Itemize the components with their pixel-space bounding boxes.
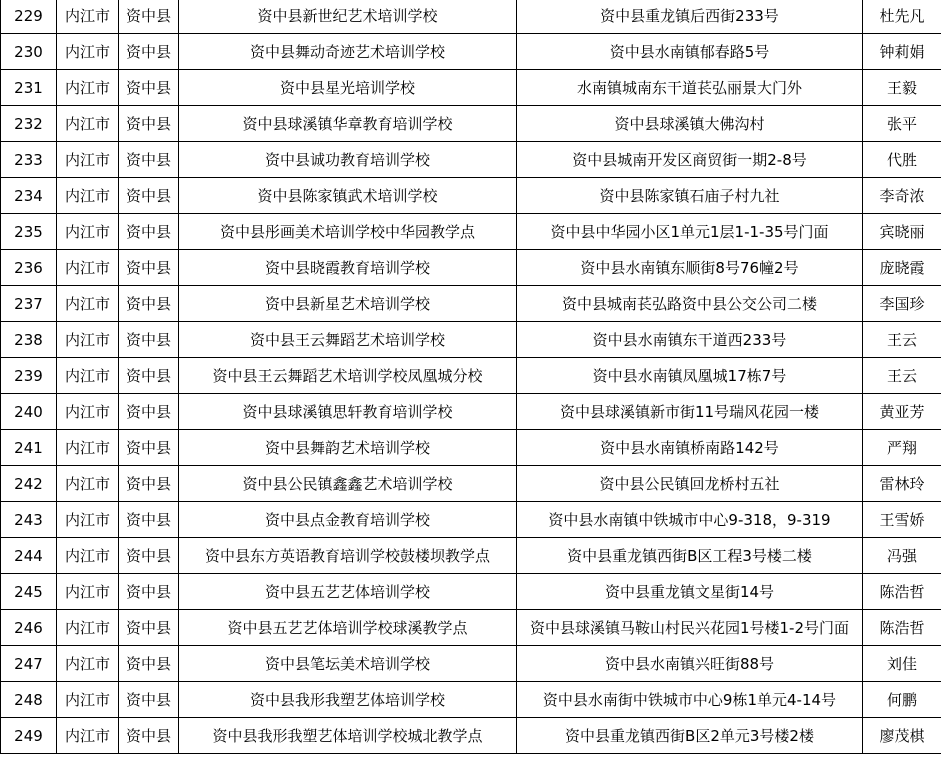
school-name-cell: 资中县舞韵艺术培训学校 [179, 430, 517, 466]
contact-person-cell: 黄亚芳 [863, 394, 941, 430]
city-cell: 内江市 [57, 394, 119, 430]
county-cell: 资中县 [119, 250, 179, 286]
county-cell: 资中县 [119, 214, 179, 250]
address-cell: 水南镇城南东干道苌弘丽景大门外 [517, 70, 863, 106]
address-cell: 资中县重龙镇后西街233号 [517, 0, 863, 34]
city-cell: 内江市 [57, 682, 119, 718]
address-cell: 资中县水南镇桥南路142号 [517, 430, 863, 466]
county-cell: 资中县 [119, 358, 179, 394]
address-cell: 资中县城南苌弘路资中县公交公司二楼 [517, 286, 863, 322]
school-name-cell: 资中县球溪镇华章教育培训学校 [179, 106, 517, 142]
row-number-cell: 234 [1, 178, 57, 214]
contact-person-cell: 陈浩哲 [863, 610, 941, 646]
city-cell: 内江市 [57, 106, 119, 142]
school-name-cell: 资中县我形我塑艺体培训学校城北教学点 [179, 718, 517, 754]
address-cell: 资中县水南镇东顺街8号76幢2号 [517, 250, 863, 286]
table-row [1, 574, 941, 610]
contact-person-cell: 钟莉娟 [863, 34, 941, 70]
county-cell: 资中县 [119, 718, 179, 754]
county-cell: 资中县 [119, 502, 179, 538]
contact-person-cell: 陈浩哲 [863, 574, 941, 610]
city-cell: 内江市 [57, 430, 119, 466]
city-cell: 内江市 [57, 502, 119, 538]
school-name-cell: 资中县新星艺术培训学校 [179, 286, 517, 322]
city-cell: 内江市 [57, 250, 119, 286]
table-row [1, 286, 941, 322]
school-name-cell: 资中县笔坛美术培训学校 [179, 646, 517, 682]
school-name-cell: 资中县彤画美术培训学校中华园教学点 [179, 214, 517, 250]
school-name-cell: 资中县星光培训学校 [179, 70, 517, 106]
school-name-cell: 资中县新世纪艺术培训学校 [179, 0, 517, 34]
city-cell: 内江市 [57, 70, 119, 106]
school-name-cell: 资中县公民镇鑫鑫艺术培训学校 [179, 466, 517, 502]
county-cell: 资中县 [119, 286, 179, 322]
contact-person-cell: 宾晓丽 [863, 214, 941, 250]
county-cell: 资中县 [119, 394, 179, 430]
row-number-cell: 243 [1, 502, 57, 538]
row-number-cell: 240 [1, 394, 57, 430]
county-cell: 资中县 [119, 178, 179, 214]
contact-person-cell: 张平 [863, 106, 941, 142]
address-cell: 资中县球溪镇新市街11号瑞风花园一楼 [517, 394, 863, 430]
school-table-body [1, 0, 941, 754]
table-row [1, 646, 941, 682]
row-number-cell: 232 [1, 106, 57, 142]
county-cell: 资中县 [119, 466, 179, 502]
contact-person-cell: 严翔 [863, 430, 941, 466]
table-row [1, 34, 941, 70]
county-cell: 资中县 [119, 538, 179, 574]
address-cell: 资中县水南街中铁城市中心9栋1单元4-14号 [517, 682, 863, 718]
county-cell: 资中县 [119, 682, 179, 718]
contact-person-cell: 李奇浓 [863, 178, 941, 214]
city-cell: 内江市 [57, 718, 119, 754]
county-cell: 资中县 [119, 34, 179, 70]
row-number-cell: 236 [1, 250, 57, 286]
table-row [1, 322, 941, 358]
county-cell: 资中县 [119, 0, 179, 34]
city-cell: 内江市 [57, 0, 119, 34]
row-number-cell: 244 [1, 538, 57, 574]
school-name-cell: 资中县五艺艺体培训学校 [179, 574, 517, 610]
row-number-cell: 235 [1, 214, 57, 250]
table-row [1, 358, 941, 394]
city-cell: 内江市 [57, 466, 119, 502]
county-cell: 资中县 [119, 106, 179, 142]
row-number-cell: 249 [1, 718, 57, 754]
table-row [1, 142, 941, 178]
row-number-cell: 239 [1, 358, 57, 394]
contact-person-cell: 王云 [863, 322, 941, 358]
row-number-cell: 248 [1, 682, 57, 718]
contact-person-cell: 代胜 [863, 142, 941, 178]
contact-person-cell: 王毅 [863, 70, 941, 106]
address-cell: 资中县球溪镇马鞍山村民兴花园1号楼1-2号门面 [517, 610, 863, 646]
city-cell: 内江市 [57, 178, 119, 214]
address-cell: 资中县公民镇回龙桥村五社 [517, 466, 863, 502]
contact-person-cell: 王雪娇 [863, 502, 941, 538]
address-cell: 资中县中华园小区1单元1层1-1-35号门面 [517, 214, 863, 250]
school-name-cell: 资中县球溪镇思轩教育培训学校 [179, 394, 517, 430]
contact-person-cell: 廖茂棋 [863, 718, 941, 754]
city-cell: 内江市 [57, 538, 119, 574]
contact-person-cell: 刘佳 [863, 646, 941, 682]
address-cell: 资中县重龙镇西街B区工程3号楼二楼 [517, 538, 863, 574]
contact-person-cell: 王云 [863, 358, 941, 394]
school-name-cell: 资中县晓霞教育培训学校 [179, 250, 517, 286]
school-name-cell: 资中县诚功教育培训学校 [179, 142, 517, 178]
address-cell: 资中县水南镇兴旺街88号 [517, 646, 863, 682]
contact-person-cell: 李国珍 [863, 286, 941, 322]
address-cell: 资中县城南开发区商贸街一期2-8号 [517, 142, 863, 178]
contact-person-cell: 何鹏 [863, 682, 941, 718]
county-cell: 资中县 [119, 70, 179, 106]
address-cell: 资中县重龙镇西街B区2单元3号楼2楼 [517, 718, 863, 754]
county-cell: 资中县 [119, 322, 179, 358]
contact-person-cell: 冯强 [863, 538, 941, 574]
table-row [1, 214, 941, 250]
row-number-cell: 247 [1, 646, 57, 682]
school-name-cell: 资中县我形我塑艺体培训学校 [179, 682, 517, 718]
city-cell: 内江市 [57, 574, 119, 610]
address-cell: 资中县水南镇中铁城市中心9-318，9-319 [517, 502, 863, 538]
county-cell: 资中县 [119, 610, 179, 646]
address-cell: 资中县水南镇郁春路5号 [517, 34, 863, 70]
school-name-cell: 资中县东方英语教育培训学校鼓楼坝教学点 [179, 538, 517, 574]
row-number-cell: 231 [1, 70, 57, 106]
row-number-cell: 229 [1, 0, 57, 34]
table-row [1, 106, 941, 142]
row-number-cell: 237 [1, 286, 57, 322]
table-row [1, 250, 941, 286]
school-name-cell: 资中县王云舞蹈艺术培训学校凤凰城分校 [179, 358, 517, 394]
contact-person-cell: 庞晓霞 [863, 250, 941, 286]
school-name-cell: 资中县五艺艺体培训学校球溪教学点 [179, 610, 517, 646]
row-number-cell: 246 [1, 610, 57, 646]
table-row [1, 394, 941, 430]
county-cell: 资中县 [119, 142, 179, 178]
row-number-cell: 230 [1, 34, 57, 70]
county-cell: 资中县 [119, 646, 179, 682]
address-cell: 资中县重龙镇文星街14号 [517, 574, 863, 610]
city-cell: 内江市 [57, 322, 119, 358]
table-row [1, 70, 941, 106]
table-row [1, 466, 941, 502]
city-cell: 内江市 [57, 610, 119, 646]
table-row [1, 0, 941, 34]
contact-person-cell: 杜先凡 [863, 0, 941, 34]
county-cell: 资中县 [119, 430, 179, 466]
row-number-cell: 233 [1, 142, 57, 178]
address-cell: 资中县陈家镇石庙子村九社 [517, 178, 863, 214]
table-row [1, 502, 941, 538]
table-row [1, 682, 941, 718]
school-name-cell: 资中县舞动奇迹艺术培训学校 [179, 34, 517, 70]
row-number-cell: 241 [1, 430, 57, 466]
row-number-cell: 245 [1, 574, 57, 610]
address-cell: 资中县水南镇凤凰城17栋7号 [517, 358, 863, 394]
row-number-cell: 242 [1, 466, 57, 502]
county-cell: 资中县 [119, 574, 179, 610]
table-row [1, 430, 941, 466]
table-row [1, 538, 941, 574]
table-row [1, 610, 941, 646]
city-cell: 内江市 [57, 142, 119, 178]
table-row [1, 178, 941, 214]
row-number-cell: 238 [1, 322, 57, 358]
school-name-cell: 资中县王云舞蹈艺术培训学校 [179, 322, 517, 358]
city-cell: 内江市 [57, 34, 119, 70]
city-cell: 内江市 [57, 286, 119, 322]
contact-person-cell: 雷林玲 [863, 466, 941, 502]
school-name-cell: 资中县陈家镇武术培训学校 [179, 178, 517, 214]
table-row [1, 718, 941, 754]
address-cell: 资中县球溪镇大佛沟村 [517, 106, 863, 142]
address-cell: 资中县水南镇东干道西233号 [517, 322, 863, 358]
city-cell: 内江市 [57, 358, 119, 394]
city-cell: 内江市 [57, 646, 119, 682]
school-name-cell: 资中县点金教育培训学校 [179, 502, 517, 538]
city-cell: 内江市 [57, 214, 119, 250]
